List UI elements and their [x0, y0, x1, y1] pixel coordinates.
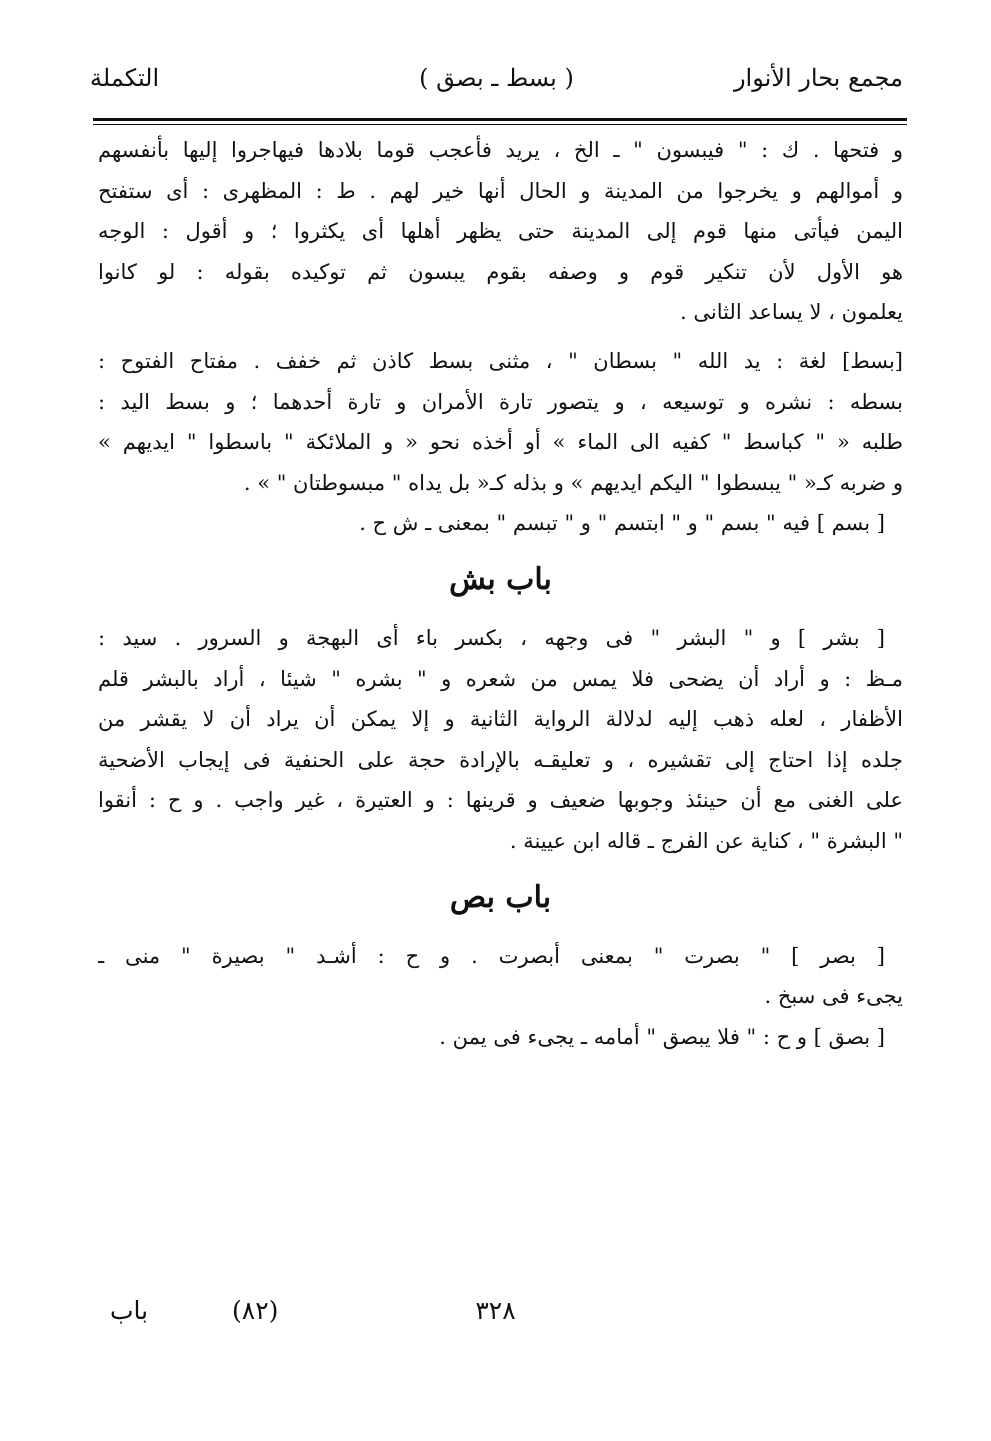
text-line: يجىء فى سبخ .: [764, 984, 903, 1009]
entry-basar: [98, 936, 903, 1017]
header-rule-thin: [93, 124, 907, 125]
text-line: على الغنى مع أن حينئذ وجوبها ضعيف و قرينها : و العتيرة ، غير واجب . و ح : أنقوا: [98, 788, 903, 813]
text-line: يعلمون ، لا يساعد الثانى .: [680, 300, 903, 325]
running-header: [90, 64, 903, 104]
chapter-heading-bash: باب بش: [449, 561, 552, 597]
entry-basama: [98, 503, 903, 544]
page-footer: [110, 1296, 881, 1336]
header-rule-thick: [93, 118, 907, 121]
text-line: و أموالهم و يخرجوا من المدينة و الحال أنها خير لهم . ط : المظهرى : أى ستفتح: [98, 178, 903, 203]
text-line: و فتحها . ك : " فيبسون " ـ الخ ، يريد فأعجب قوما بلادها فيهاجروا إليها بأنفسهم: [98, 138, 903, 162]
text-line: [ بصق ] و ح : " فلا يبصق " أمامه ـ يجىء فى يمن .: [439, 1024, 885, 1049]
section-name: التكملة: [90, 64, 160, 92]
page-number: ٣٢٨: [475, 1296, 516, 1325]
book-title: مجمع بحار الأنوار: [733, 64, 903, 92]
text-line: [ بشر ] و " البشر " فى وجهه ، بكسر باء أى البهجة و السرور . سيد :: [98, 625, 885, 650]
text-line: هو الأول لأن تنكير قوم و وصفه بقوم يبسون ثم توكيده بقوله : لو كانوا: [98, 259, 903, 284]
text-line: [ بسم ] فيه " بسم " و " ابتسم " و " تبسم " بمعنى ـ ش ح .: [359, 511, 885, 536]
entry-bashar: [98, 618, 903, 862]
entry-range: ( بسط ـ بصق ): [419, 64, 574, 92]
text-line: " البشرة " ، كناية عن الفرج ـ قاله ابن عيينة .: [509, 828, 903, 853]
text-line: و ضربه كـ« " يبسطوا " اليكم ايديهم » و بذله كـ« بل يداه " مبسوطتان " » .: [243, 470, 903, 495]
text-line: طلبه « " كباسط " كفيه الى الماء » أو أخذه نحو « و الملائكة " باسطوا " ايديهم »: [98, 430, 903, 455]
text-line: [بسط] لغة : يد الله " بسطان " ، مثنى بسط كاذن ثم خفف . مفتاح الفتوح :: [98, 348, 903, 373]
text-line: جلده إذا احتاج إلى تقشيره ، و تعليقـه بالإرادة حجة على الحنفية فى إيجاب الأضحية: [98, 747, 903, 772]
text-line: [ بصر ] " بصرت " بمعنى أبصرت . و ح : أشـد " بصيرة " منى ـ: [98, 943, 885, 968]
text-line: الأظفار ، لعله ذهب إليه لدلالة الرواية الثانية و إلا يمكن أن يراد أن لا يقشر من: [98, 707, 903, 732]
text-line: مـظ : و أراد أن يضحى فلا يمس من شعره و " بشره " شيئا ، أراد بالبشر قلم: [98, 666, 903, 691]
text-line: اليمن فيأتى منها قوم إلى المدينة حتى يظهر أهلها أى يكثروا ؛ و أقول : الوجه: [98, 219, 903, 244]
catchword: باب: [110, 1296, 149, 1325]
entry-basaq: [98, 1017, 903, 1058]
entry-basata: [98, 341, 903, 503]
text-line: بسطه : نشره و توسيعه ، و يتصور تارة الأمران و تارة أحدهما ؛ و بسط اليد :: [98, 389, 903, 414]
chapter-heading-bas: باب بص: [449, 879, 552, 915]
page-body: [98, 130, 903, 1057]
paragraph-continuation: [98, 130, 903, 333]
part-number: (٨٢): [232, 1296, 279, 1325]
